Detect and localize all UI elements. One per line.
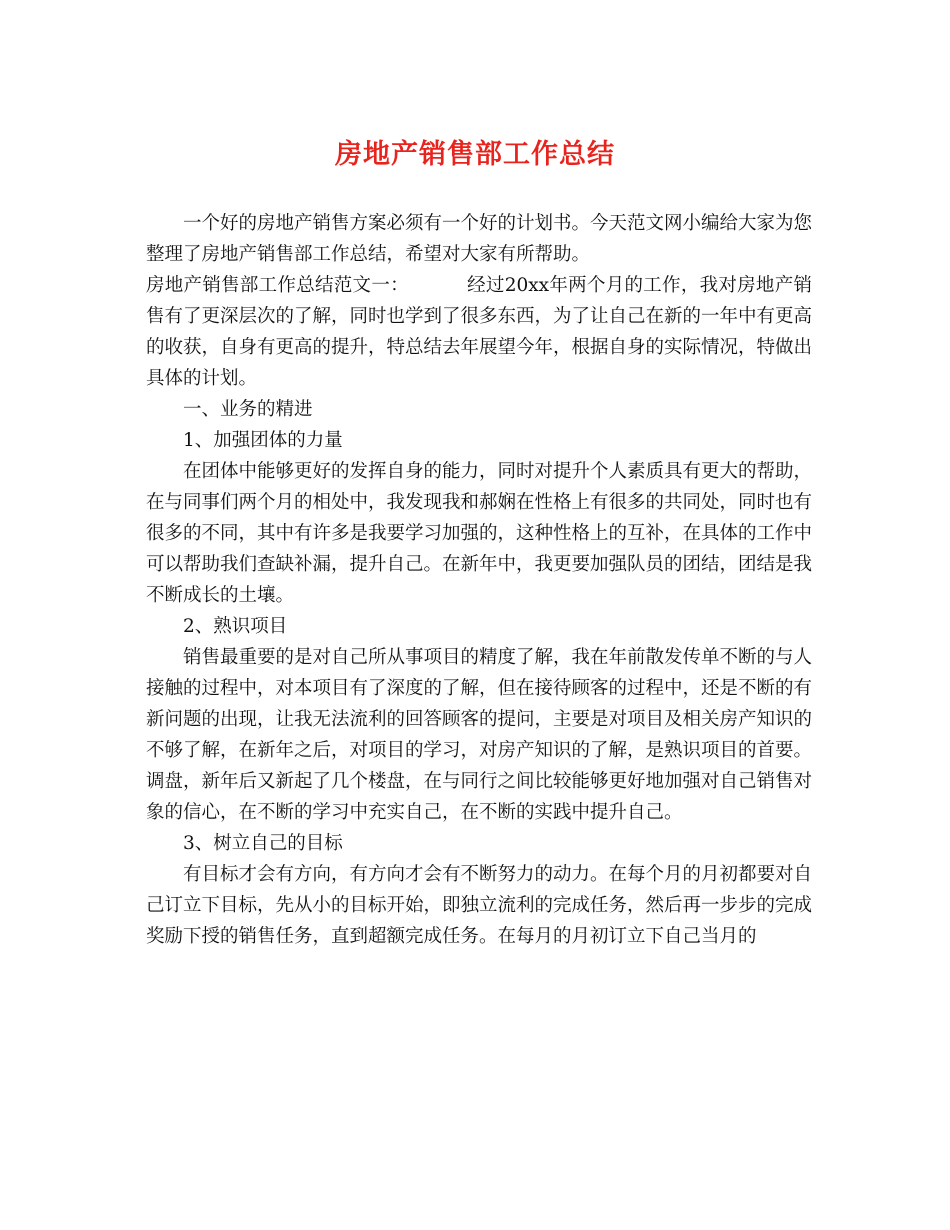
item-paragraph-3: 有目标才会有方向，有方向才会有不断努力的动力。在每个月的月初都要对自己订立下目标，先从小的目标开始，即独立流利的完成任务，然后再一步步的完成奖励下授的销售任务，直到超额完成任务。在每月的月初订立下自己当月的 xyxy=(146,864,813,947)
item-heading-1: 1、加强团体的力量 xyxy=(183,430,343,451)
item-heading-2: 2、熟识项目 xyxy=(183,616,288,637)
item-heading-3: 3、树立自己的目标 xyxy=(183,833,343,854)
sample-paragraph xyxy=(146,270,812,394)
sample-label: 房地产销售部工作总结范文一： xyxy=(146,275,409,296)
document-title: 房地产销售部工作总结 xyxy=(335,139,615,170)
section-heading: 一、业务的精进 xyxy=(183,399,313,420)
sample-text: 经过20xx年两个月的工作，我对房地产销售有了更深层次的了解，同时也学到了很多东西，为了让自己在新的一年中有更高的收获，自身有更高的提升，特总结去年展望今年，根据自身的实际情况，特做出具体的计划。 xyxy=(146,275,813,389)
item-paragraph-1: 在团体中能够更好的发挥自身的能力，同时对提升个人素质具有更大的帮助，在与同事们两个月的相处中，我发现我和郝娴在性格上有很多的共同处，同时也有很多的不同，其中有许多是我要学习加强的，这种性格上的互补，在具体的工作中可以帮助我们查缺补漏，提升自己。在新年中，我更要加强队员的团结，团结是我不断成长的土壤。 xyxy=(146,461,813,606)
document-body xyxy=(146,208,812,952)
intro-paragraph: 一个好的房地产销售方案必须有一个好的计划书。今天范文网小编给大家为您整理了房地产销售部工作总结，希望对大家有所帮助。 xyxy=(146,213,813,265)
item-paragraph-2: 销售最重要的是对自己所从事项目的精度了解，我在年前散发传单不断的与人接触的过程中，对本项目有了深度的了解，但在接待顾客的过程中，还是不断的有新问题的出现，让我无法流利的回答顾客的提问，主要是对项目及相关房产知识的不够了解，在新年之后，对项目的学习，对房产知识的了解，是熟识项目的首要。调盘，新年后又新起了几个楼盘，在与同行之间比较能够更好地加强对自己销售对象的信心，在不断的学习中充实自己，在不断的实践中提升自己。 xyxy=(146,647,813,823)
